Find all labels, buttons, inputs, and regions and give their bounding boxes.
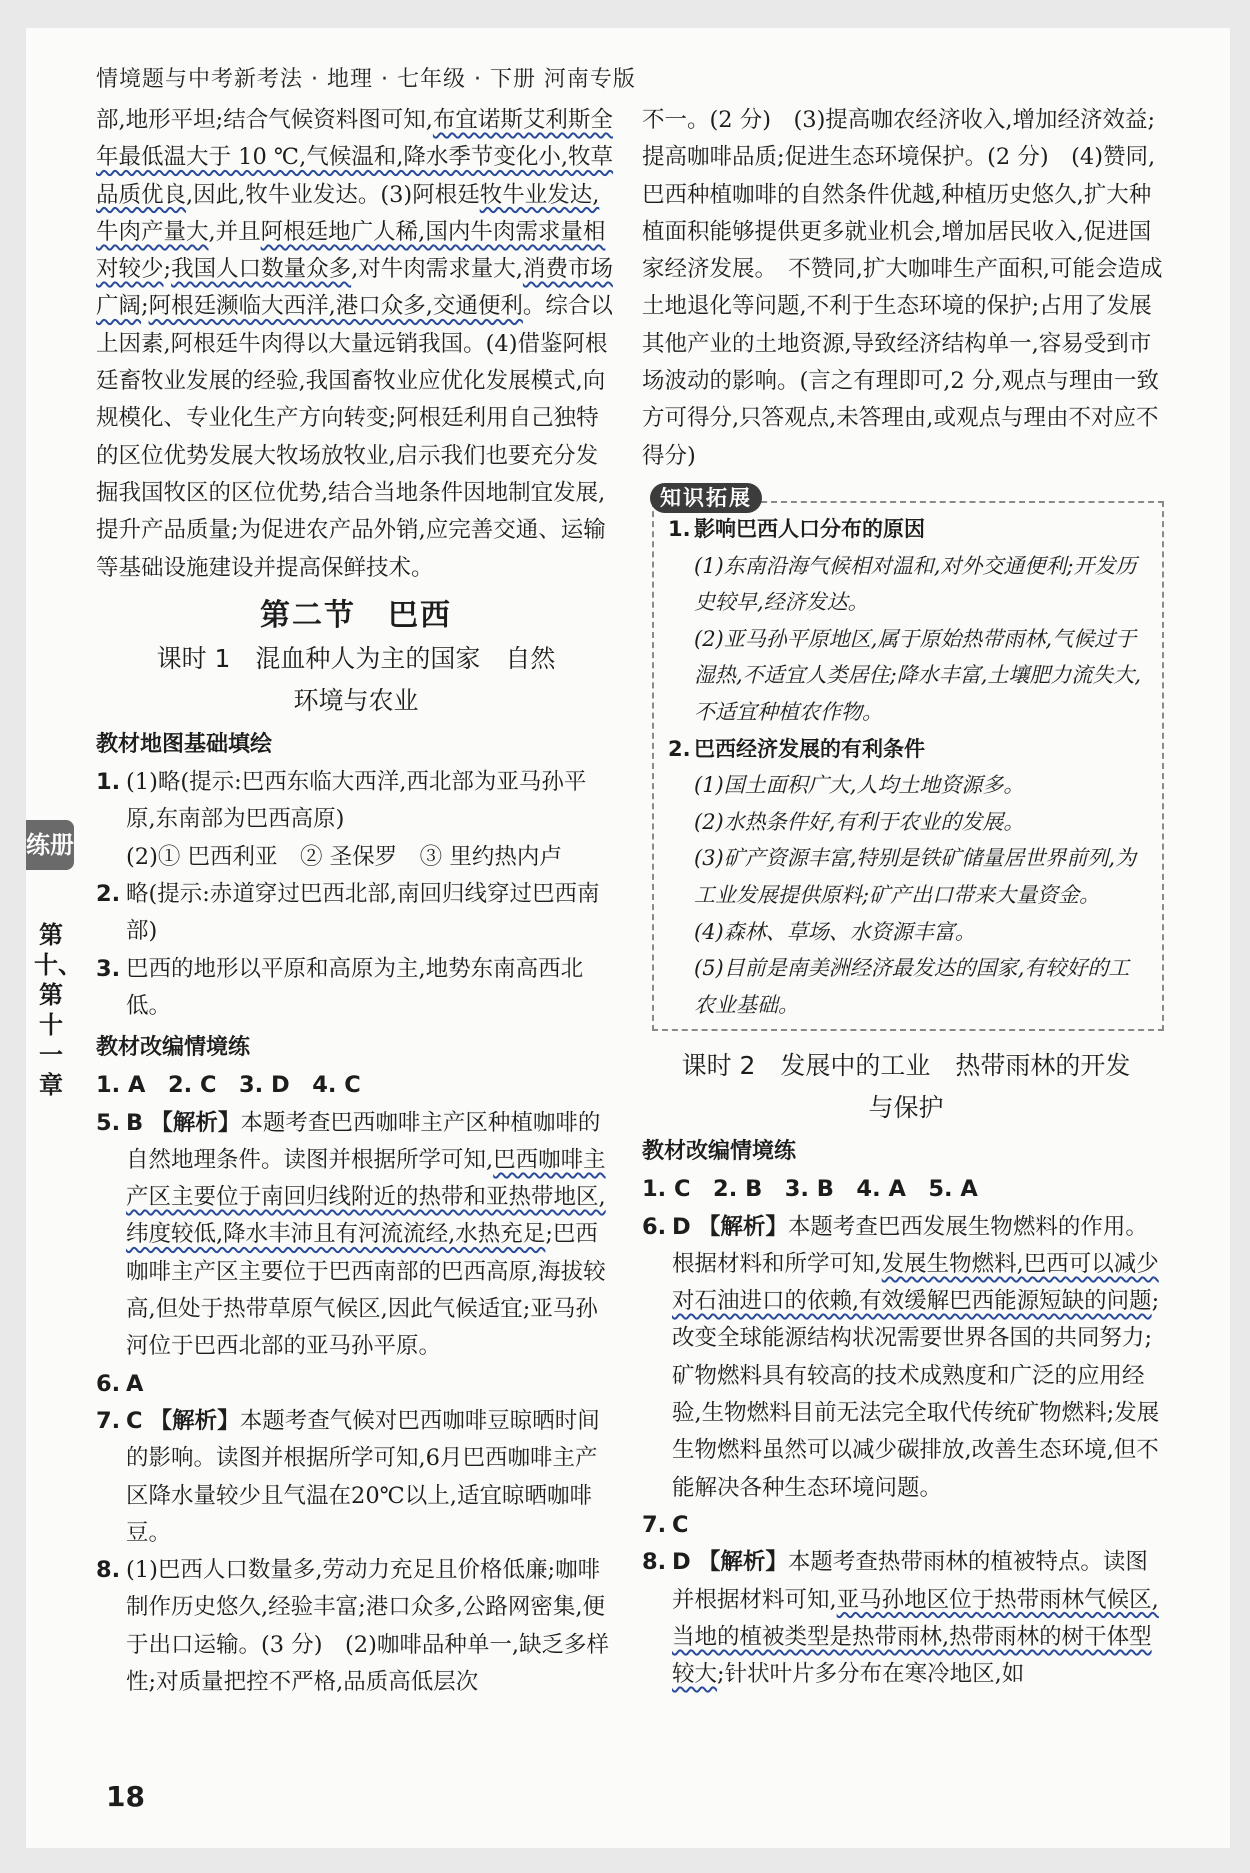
extension-point: (5)目前是南美洲经济最发达的国家,有较好的工农业基础。: [694, 956, 1130, 1017]
lesson-title-cont: 环境与农业: [293, 686, 419, 716]
situation-section-heading: 教材改编情境练: [96, 1035, 251, 1061]
answer-letter: D: [672, 1213, 691, 1240]
question-7: [642, 1507, 1170, 1544]
extension-heading: [668, 731, 1148, 768]
running-header: 情境题与中考新考法 · 地理 · 七年级 · 下册 河南专版: [96, 67, 636, 92]
right-column: [642, 102, 1170, 1693]
item-number: 8.: [96, 1557, 121, 1584]
item-number: 1.: [96, 769, 121, 796]
question-6: [96, 1366, 616, 1403]
map-item: [96, 876, 616, 951]
text-run: 本题考查气候对巴西咖啡豆晾晒时间的影响。读图并根据所学可知,6月巴西咖啡主产区降水量较少且气温在20℃以上,适宜晾晒咖啡豆。: [126, 1407, 600, 1546]
extension-heading: [668, 511, 1148, 548]
text-run: 。综合以上因素,阿根廷牛肉得以大量远销我国。(4)借鉴阿根廷畜牧业发展的经验,我国畜牧业应优化发展模式,向规模化、专业化生产方向转变;阿根廷利用自己独特的区位优势发展大牧场放牧业,启示我们也要充分发掘我国牧区的区位优势,结合当地条件因地制宜发展,提升产品质量;为促进农产品外销,应完善交通、运输等基础设施建设并提高保鲜技术。: [96, 293, 613, 581]
answer-letter: D: [672, 1549, 691, 1576]
item-text: 略(提示:赤道穿过巴西北部,南回归线穿过巴西南部): [126, 881, 600, 945]
text-run: ,对牛肉需求量大,: [351, 256, 523, 283]
underlined-key-point: 亚马孙地区位于热带雨林气候区,当地的植被类型是热带雨林,热带雨林的树干体型较大: [672, 1586, 1159, 1688]
answer-letter: A: [126, 1370, 144, 1397]
underlined-key-point: 牧牛业发达,牛肉产量大: [96, 181, 600, 245]
item-number: 6.: [96, 1370, 121, 1397]
item-number: 1.: [668, 516, 691, 541]
text-run: ;针状叶片多分布在寒冷地区,如: [717, 1661, 1025, 1688]
workbook-tab: 练册: [26, 820, 74, 870]
heading-text: 影响巴西人口分布的原因: [694, 516, 925, 541]
analysis-label: 【解析】: [150, 1109, 241, 1136]
question-6: [642, 1209, 1170, 1507]
item-number: 3.: [96, 955, 121, 982]
knowledge-extension-box: [652, 485, 1164, 1031]
item-number: 7.: [96, 1407, 121, 1434]
lesson-2-title: 课时 2 发展中的工业 热带雨林的开发: [681, 1051, 1131, 1081]
lesson-title: 课时 1 混血种人为主的国家 自然: [156, 644, 556, 674]
underlined-key-point: 我国人口数量众多: [171, 256, 352, 283]
item-number: 8.: [642, 1549, 667, 1576]
lesson-2-title-cont: 与保护: [868, 1093, 944, 1123]
item-number: 2.: [96, 881, 121, 908]
item-number: 7.: [642, 1511, 667, 1538]
answer-letter: C: [126, 1407, 143, 1434]
question-5: [96, 1105, 616, 1366]
underlined-key-point: 发展生物燃料,巴西可以减少对石油进口的依赖,有效缓解巴西能源短缺的问题: [672, 1250, 1159, 1315]
chapter-label: 第十、第十一章: [34, 921, 82, 1099]
continued-answer: 不一。(2 分) (3)提高咖农经济收入,增加经济效益;提高咖啡品质;促进生态环境保护。(2 分) (4)赞同,巴西种植咖啡的自然条件优越,种植历史悠久,扩大种植面积能够提供更多就业机会,增加居民收入,促进国家经济发展。 不赞同,扩大咖啡生产面积,可能会造成土地退化等问题,不利于生态环境的保护;占用了发展其他产业的土地资源,导致经济结构单一,容易受到市场波动的影响。(言之有理即可,2 分,观点与理由一致方可得分,只答观点,未答理由,或观点与理由不对应不得分): [642, 107, 1163, 469]
underlined-key-point: 巴西咖啡主产区主要位于南回归线附近的热带和亚热带地区,纬度较低,降水丰沛且有河流流经,水热充足: [126, 1146, 606, 1248]
underlined-key-point: 布宜诺斯艾利斯全年最低温大于 10 ℃,气候温和,降水季节变化小,牧草品质优良: [96, 107, 614, 208]
text-run: 本题考查巴西发展生物燃料的作用。根据材料和所学可知,: [672, 1213, 1148, 1277]
extension-point: (2)水热条件好,有利于农业的发展。: [694, 809, 1025, 834]
answer-letter: C: [672, 1511, 689, 1538]
text-run: 本题考查巴西咖啡主产区种植咖啡的自然地理条件。读图并根据所学可知,: [126, 1109, 601, 1173]
underlined-key-point: 阿根廷地广人稀,国内牛肉需求量相对较少: [96, 218, 606, 283]
page-number: 18: [106, 1780, 145, 1813]
text-run: 部,地形平坦;结合气候资料图可知,: [96, 107, 433, 133]
item-number: 6.: [642, 1213, 667, 1240]
item-text: (1)巴西人口数量多,劳动力充足且价格低廉;咖啡制作历史悠久,经验丰富;港口众多,公路网密集,便于出口运输。(3 分) (2)咖啡品种单一,缺乏多样性;对质量把控不严格,品质高低层次: [126, 1557, 610, 1695]
item-number: 5.: [96, 1109, 121, 1136]
situation-section-heading: 教材改编情境练: [642, 1139, 797, 1165]
question-8: [642, 1544, 1170, 1693]
map-item: [96, 951, 616, 1026]
item-text: 巴西的地形以平原和高原为主,地势东南高西北低。: [126, 955, 584, 1019]
answer-letter: B: [126, 1109, 144, 1136]
knowledge-extension-badge: 知识拓展: [650, 483, 762, 513]
left-column: [96, 102, 616, 1701]
underlined-key-point: 消费市场广阔: [96, 256, 613, 320]
text-run: ;: [141, 293, 149, 320]
item-number: 2.: [668, 736, 691, 761]
intro-paragraph: [96, 102, 616, 587]
extension-point: (1)东南沿海气候相对温和,对外交通便利;开发历史较早,经济发达。: [694, 553, 1137, 615]
analysis-label: 【解析】: [697, 1213, 788, 1240]
extension-point: (4)森林、草场、水资源丰富。: [694, 919, 976, 944]
map-item: [96, 764, 616, 876]
text-run: ,因此,牧牛业发达。(3)阿根廷: [186, 181, 480, 208]
question-7: [96, 1403, 616, 1552]
extension-point: (1)国土面积广大,人均土地资源多。: [694, 773, 1025, 798]
analysis-label: 【解析】: [149, 1407, 240, 1434]
heading-text: 巴西经济发展的有利条件: [694, 736, 925, 761]
item-text: (2)① 巴西利亚 ② 圣保罗 ③ 里约热内卢: [126, 843, 562, 870]
question-8: [96, 1552, 616, 1701]
text-run: ;改变全球能源结构状况需要世界各国的共同努力;矿物燃料具有较高的技术成熟度和广泛的应用经验,生物燃料目前无法完全取代传统矿物燃料;发展生物燃料虽然可以减少碳排放,改善生态环境,但不能解决各种生态环境问题。: [672, 1288, 1160, 1501]
section-title: 第二节 巴西: [260, 597, 452, 633]
text-run: ,并且: [208, 218, 261, 245]
item-text: (1)略(提示:巴西东临大西洋,西北部为亚马孙平原,东南部为巴西高原): [126, 769, 587, 833]
text-run: 本题考查热带雨林的植被特点。读图并根据材料可知,: [672, 1549, 1148, 1613]
extension-point: (2)亚马孙平原地区,属于原始热带雨林,气候过于湿热,不适宜人类居住;降水丰富,土壤肥力流失大,不适宜种植农作物。: [694, 626, 1142, 724]
map-section-heading: 教材地图基础填绘: [96, 732, 273, 758]
answers-row: 1. C 2. B 3. B 4. A 5. A: [642, 1176, 978, 1203]
text-run: ;: [163, 256, 172, 283]
text-run: ;巴西咖啡主产区主要位于巴西南部的巴西高原,海拔较高,但处于热带草原气候区,因此气候适宜;亚马孙河位于巴西北部的亚马孙平原。: [126, 1221, 606, 1360]
analysis-label: 【解析】: [697, 1549, 788, 1576]
extension-point: (3)矿产资源丰富,特别是铁矿储量居世界前列,为工业发展提供原料;矿产出口带来大量资金。: [694, 846, 1137, 907]
underlined-key-point: 阿根廷濒临大西洋,港口众多,交通便利: [148, 293, 523, 320]
answers-row: 1. A 2. C 3. D 4. C: [96, 1072, 361, 1099]
